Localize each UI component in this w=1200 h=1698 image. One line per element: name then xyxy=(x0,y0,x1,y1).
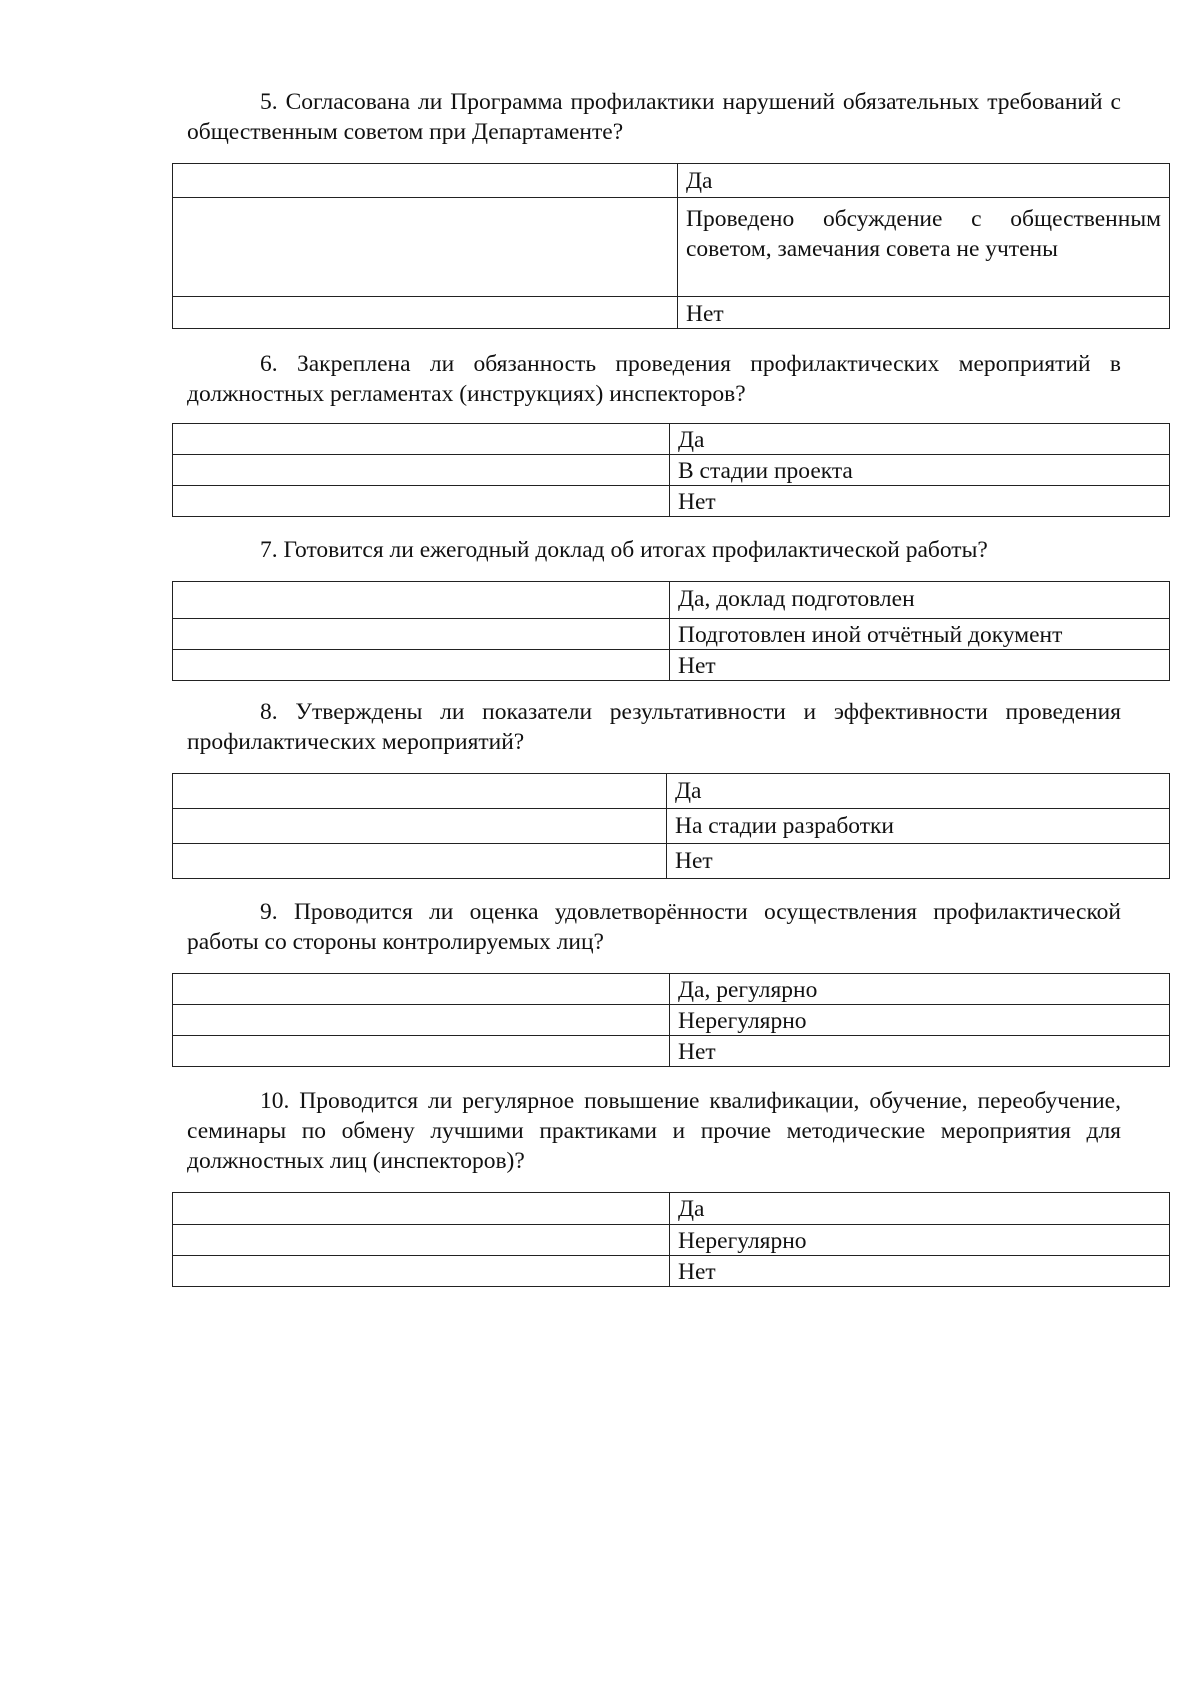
option-label: Да, регулярно xyxy=(670,974,1170,1005)
table-row xyxy=(173,809,1170,844)
table-row xyxy=(173,844,1170,879)
answer-mark-cell[interactable] xyxy=(173,974,670,1005)
option-label: На стадии разработки xyxy=(667,809,1170,844)
table-row xyxy=(173,974,1170,1005)
question-8-text: 8. Утверждены ли показатели результативности и эффективности проведения профилактических мероприятий? xyxy=(187,699,1121,755)
option-label: Да xyxy=(670,1193,1170,1225)
question-8-options-table xyxy=(172,773,1170,879)
option-label: Нет xyxy=(678,297,1170,329)
answer-mark-cell[interactable] xyxy=(173,198,678,297)
table-row xyxy=(173,164,1170,198)
option-label: Нет xyxy=(670,486,1170,517)
answer-mark-cell[interactable] xyxy=(173,774,667,809)
answer-mark-cell[interactable] xyxy=(173,297,678,329)
question-5-options-table xyxy=(172,163,1170,329)
table-row xyxy=(173,297,1170,329)
table-row xyxy=(173,1256,1170,1287)
option-label: Да xyxy=(670,424,1170,455)
answer-mark-cell[interactable] xyxy=(173,486,670,517)
question-10-options-table xyxy=(172,1192,1170,1287)
table-row xyxy=(173,1036,1170,1067)
option-label: Нерегулярно xyxy=(670,1005,1170,1036)
option-label: Да xyxy=(678,164,1170,198)
question-5-text: 5. Согласована ли Программа профилактики нарушений обязательных требований с общественным советом при Департаменте? xyxy=(187,89,1121,145)
answer-mark-cell[interactable] xyxy=(173,809,667,844)
option-label: В стадии проекта xyxy=(670,455,1170,486)
question-10-text: 10. Проводится ли регулярное повышение квалификации, обучение, переобучение, семинары по обмену лучшими практиками и прочие методические мероприятия для должностных лиц (инспекторов)? xyxy=(187,1088,1121,1174)
answer-mark-cell[interactable] xyxy=(173,1193,670,1225)
option-label: Нет xyxy=(667,844,1170,879)
table-row xyxy=(173,1193,1170,1225)
answer-mark-cell[interactable] xyxy=(173,619,670,650)
option-label: Да, доклад подготовлен xyxy=(670,582,1170,619)
option-label: Нерегулярно xyxy=(670,1225,1170,1256)
option-label: Нет xyxy=(670,650,1170,681)
answer-mark-cell[interactable] xyxy=(173,1225,670,1256)
table-row xyxy=(173,1225,1170,1256)
answer-mark-cell[interactable] xyxy=(173,424,670,455)
option-label: Нет xyxy=(670,1036,1170,1067)
answer-mark-cell[interactable] xyxy=(173,1256,670,1287)
answer-mark-cell[interactable] xyxy=(173,164,678,198)
answer-mark-cell[interactable] xyxy=(173,582,670,619)
answer-mark-cell[interactable] xyxy=(173,844,667,879)
answer-mark-cell[interactable] xyxy=(173,650,670,681)
question-6-text: 6. Закреплена ли обязанность проведения профилактических мероприятий в должностных регламентах (инструкциях) инспекторов? xyxy=(187,351,1121,407)
answer-mark-cell[interactable] xyxy=(173,1005,670,1036)
option-label: Да xyxy=(667,774,1170,809)
table-row xyxy=(173,582,1170,619)
table-row xyxy=(173,198,1170,297)
table-row xyxy=(173,1005,1170,1036)
answer-mark-cell[interactable] xyxy=(173,1036,670,1067)
option-label: Нет xyxy=(670,1256,1170,1287)
answer-mark-cell[interactable] xyxy=(173,455,670,486)
option-label: Подготовлен иной отчётный документ xyxy=(670,619,1170,650)
table-row xyxy=(173,424,1170,455)
table-row xyxy=(173,455,1170,486)
table-row xyxy=(173,619,1170,650)
question-7-options-table xyxy=(172,581,1170,681)
question-7-text: 7. Готовится ли ежегодный доклад об итогах профилактической работы? xyxy=(260,537,988,563)
table-row xyxy=(173,774,1170,809)
question-9-options-table xyxy=(172,973,1170,1067)
option-label: Проведено обсуждение с общественным советом, замечания совета не учтены xyxy=(678,198,1170,297)
question-6-options-table xyxy=(172,423,1170,517)
table-row xyxy=(173,650,1170,681)
table-row xyxy=(173,486,1170,517)
question-9-text: 9. Проводится ли оценка удовлетворённости осуществления профилактической работы со стороны контролируемых лиц? xyxy=(187,899,1121,955)
